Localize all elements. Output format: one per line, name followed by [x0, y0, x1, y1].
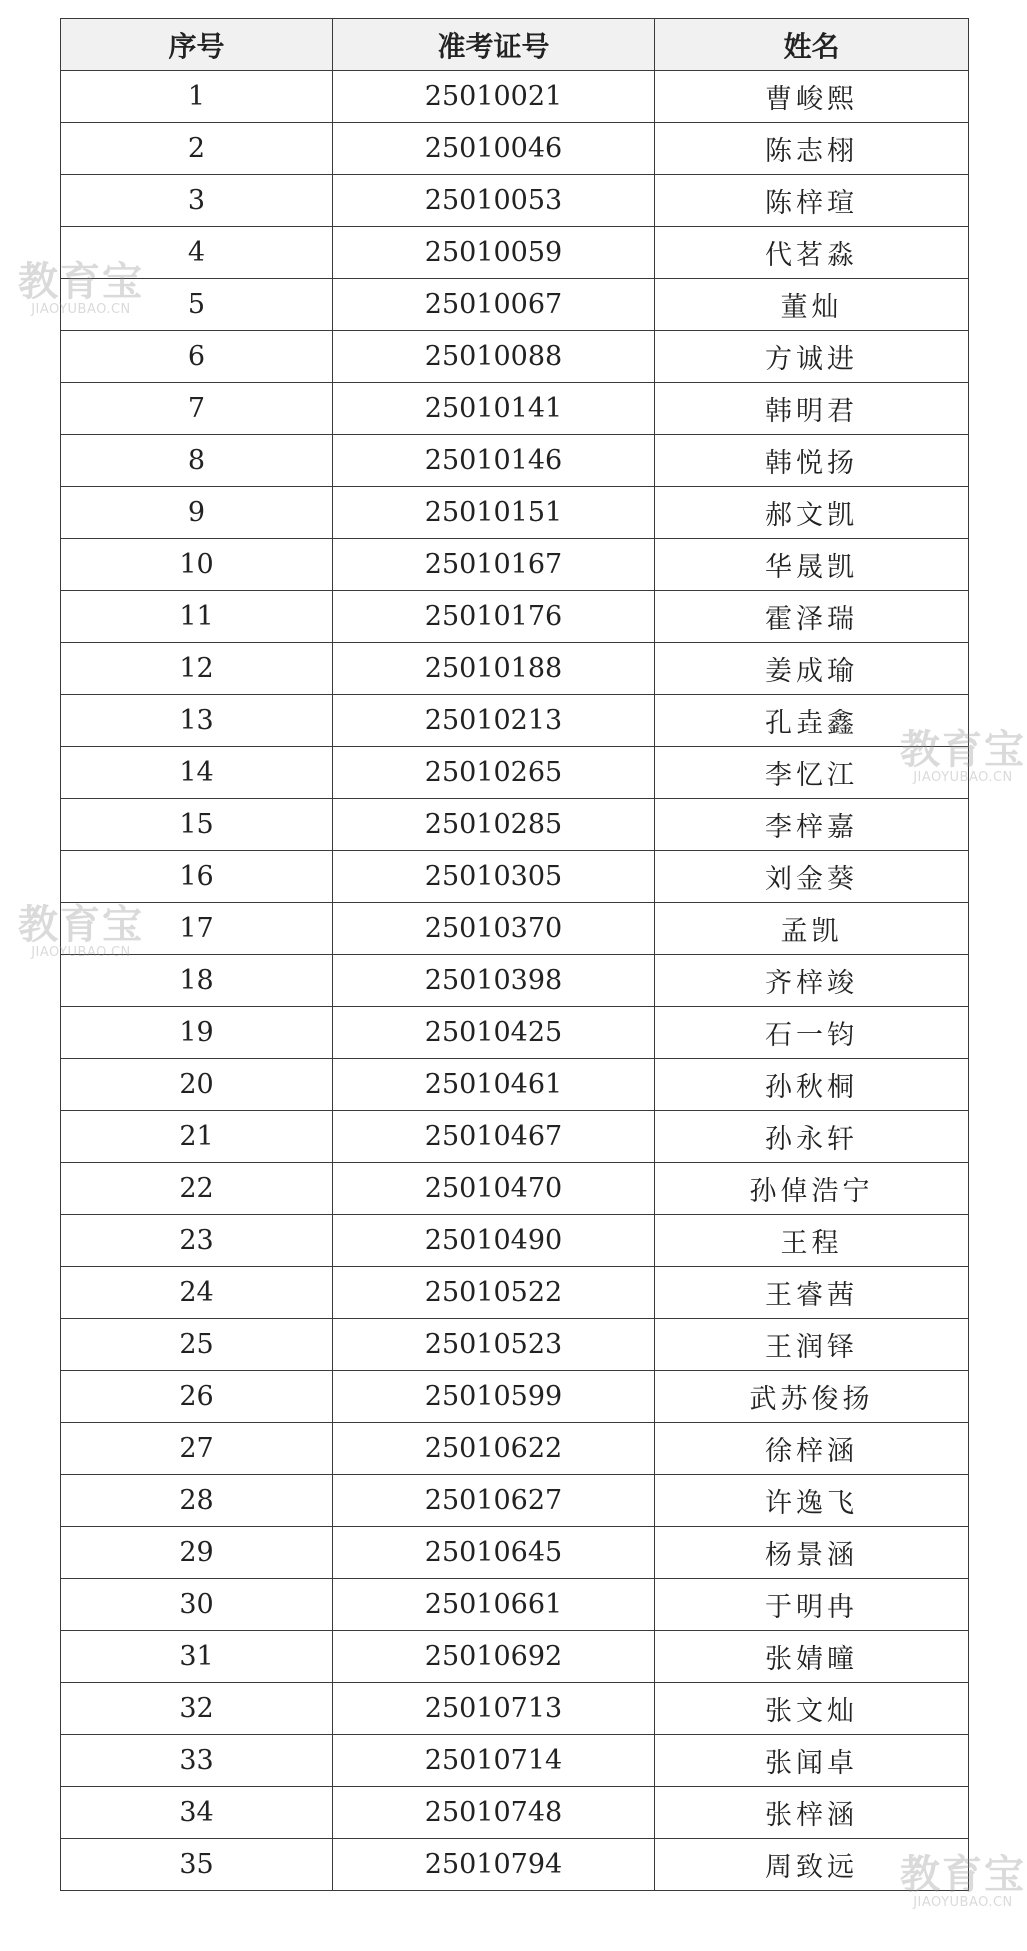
cell-seq: 3	[61, 175, 333, 227]
cell-name: 张文灿	[655, 1683, 969, 1735]
cell-name: 杨景涵	[655, 1527, 969, 1579]
cell-seq: 23	[61, 1215, 333, 1267]
cell-seq: 33	[61, 1735, 333, 1787]
cell-exam-id: 25010470	[333, 1163, 655, 1215]
cell-exam-id: 25010285	[333, 799, 655, 851]
table-row	[61, 539, 969, 591]
cell-exam-id: 25010627	[333, 1475, 655, 1527]
cell-name: 王润铎	[655, 1319, 969, 1371]
header-exam-id: 准考证号	[333, 19, 655, 71]
cell-name: 方诚进	[655, 331, 969, 383]
cell-name: 陈志栩	[655, 123, 969, 175]
table-row	[61, 747, 969, 799]
watermark-domain: JIAOYUBAO.CN	[913, 1895, 1013, 1910]
cell-seq: 31	[61, 1631, 333, 1683]
cell-name: 孟凯	[655, 903, 969, 955]
cell-exam-id: 25010213	[333, 695, 655, 747]
cell-exam-id: 25010714	[333, 1735, 655, 1787]
table-row	[61, 1111, 969, 1163]
cell-exam-id: 25010188	[333, 643, 655, 695]
cell-name: 韩悦扬	[655, 435, 969, 487]
cell-seq: 29	[61, 1527, 333, 1579]
cell-exam-id: 25010067	[333, 279, 655, 331]
cell-seq: 1	[61, 71, 333, 123]
table-body	[61, 71, 969, 1891]
cell-seq: 6	[61, 331, 333, 383]
table-row	[61, 227, 969, 279]
header-name: 姓名	[655, 19, 969, 71]
cell-name: 齐梓竣	[655, 955, 969, 1007]
cell-name: 武苏俊扬	[655, 1371, 969, 1423]
cell-exam-id: 25010141	[333, 383, 655, 435]
cell-exam-id: 25010523	[333, 1319, 655, 1371]
cell-seq: 12	[61, 643, 333, 695]
cell-seq: 27	[61, 1423, 333, 1475]
cell-exam-id: 25010305	[333, 851, 655, 903]
table-row	[61, 487, 969, 539]
cell-seq: 21	[61, 1111, 333, 1163]
table-row	[61, 1735, 969, 1787]
cell-name: 华晟凯	[655, 539, 969, 591]
cell-name: 孔垚鑫	[655, 695, 969, 747]
cell-seq: 30	[61, 1579, 333, 1631]
table-row	[61, 695, 969, 747]
cell-name: 姜成瑜	[655, 643, 969, 695]
table-row	[61, 643, 969, 695]
cell-seq: 2	[61, 123, 333, 175]
watermark-domain: JIAOYUBAO.CN	[913, 770, 1013, 785]
table-row	[61, 1423, 969, 1475]
cell-exam-id: 25010467	[333, 1111, 655, 1163]
table-row	[61, 851, 969, 903]
cell-name: 代茗淼	[655, 227, 969, 279]
cell-seq: 24	[61, 1267, 333, 1319]
cell-name: 张婧曈	[655, 1631, 969, 1683]
cell-seq: 10	[61, 539, 333, 591]
table-row	[61, 1215, 969, 1267]
table-row	[61, 279, 969, 331]
cell-seq: 16	[61, 851, 333, 903]
watermark-brand: 教育宝	[900, 1852, 1026, 1898]
cell-seq: 8	[61, 435, 333, 487]
cell-exam-id: 25010167	[333, 539, 655, 591]
cell-seq: 19	[61, 1007, 333, 1059]
cell-exam-id: 25010059	[333, 227, 655, 279]
cell-name: 石一钧	[655, 1007, 969, 1059]
cell-exam-id: 25010425	[333, 1007, 655, 1059]
table-row	[61, 1371, 969, 1423]
cell-name: 王程	[655, 1215, 969, 1267]
table-row	[61, 123, 969, 175]
cell-seq: 32	[61, 1683, 333, 1735]
table-row	[61, 1579, 969, 1631]
cell-name: 陈梓瑄	[655, 175, 969, 227]
table-row	[61, 1163, 969, 1215]
cell-exam-id: 25010748	[333, 1787, 655, 1839]
watermark-brand: 教育宝	[18, 259, 144, 305]
cell-exam-id: 25010794	[333, 1839, 655, 1891]
cell-name: 霍泽瑞	[655, 591, 969, 643]
table-row	[61, 1683, 969, 1735]
cell-seq: 17	[61, 903, 333, 955]
cell-exam-id: 25010053	[333, 175, 655, 227]
table-header-row	[61, 19, 969, 71]
table-row	[61, 1007, 969, 1059]
cell-exam-id: 25010021	[333, 71, 655, 123]
table-row	[61, 1059, 969, 1111]
table-row	[61, 71, 969, 123]
table-row	[61, 331, 969, 383]
table-row	[61, 1319, 969, 1371]
cell-seq: 9	[61, 487, 333, 539]
table-row	[61, 1839, 969, 1891]
watermark-domain: JIAOYUBAO.CN	[31, 945, 131, 960]
cell-name: 曹峻熙	[655, 71, 969, 123]
cell-exam-id: 25010265	[333, 747, 655, 799]
cell-seq: 20	[61, 1059, 333, 1111]
cell-exam-id: 25010645	[333, 1527, 655, 1579]
cell-seq: 28	[61, 1475, 333, 1527]
cell-exam-id: 25010661	[333, 1579, 655, 1631]
cell-exam-id: 25010151	[333, 487, 655, 539]
cell-name: 许逸飞	[655, 1475, 969, 1527]
cell-exam-id: 25010398	[333, 955, 655, 1007]
cell-exam-id: 25010622	[333, 1423, 655, 1475]
watermark-brand: 教育宝	[18, 902, 144, 948]
cell-name: 张闻卓	[655, 1735, 969, 1787]
table-row	[61, 1787, 969, 1839]
cell-seq: 4	[61, 227, 333, 279]
admission-list-table	[60, 18, 969, 1891]
watermark-brand: 教育宝	[900, 727, 1026, 773]
cell-seq: 7	[61, 383, 333, 435]
header-seq: 序号	[61, 19, 333, 71]
cell-exam-id: 25010692	[333, 1631, 655, 1683]
cell-name: 刘金葵	[655, 851, 969, 903]
cell-seq: 34	[61, 1787, 333, 1839]
cell-seq: 18	[61, 955, 333, 1007]
table-row	[61, 1631, 969, 1683]
cell-exam-id: 25010176	[333, 591, 655, 643]
cell-name: 董灿	[655, 279, 969, 331]
cell-name: 孙倬浩宁	[655, 1163, 969, 1215]
cell-exam-id: 25010046	[333, 123, 655, 175]
table-row	[61, 903, 969, 955]
table-row	[61, 1267, 969, 1319]
table-row	[61, 955, 969, 1007]
cell-name: 李忆江	[655, 747, 969, 799]
cell-name: 王睿茜	[655, 1267, 969, 1319]
table-row	[61, 799, 969, 851]
cell-name: 周致远	[655, 1839, 969, 1891]
cell-exam-id: 25010713	[333, 1683, 655, 1735]
cell-exam-id: 25010146	[333, 435, 655, 487]
cell-seq: 25	[61, 1319, 333, 1371]
cell-name: 张梓涵	[655, 1787, 969, 1839]
cell-name: 徐梓涵	[655, 1423, 969, 1475]
table-row	[61, 1527, 969, 1579]
cell-seq: 35	[61, 1839, 333, 1891]
cell-exam-id: 25010088	[333, 331, 655, 383]
cell-seq: 14	[61, 747, 333, 799]
cell-seq: 13	[61, 695, 333, 747]
watermark-domain: JIAOYUBAO.CN	[31, 302, 131, 317]
cell-name: 孙秋桐	[655, 1059, 969, 1111]
cell-seq: 22	[61, 1163, 333, 1215]
cell-exam-id: 25010599	[333, 1371, 655, 1423]
cell-name: 于明冉	[655, 1579, 969, 1631]
table-row	[61, 383, 969, 435]
cell-name: 郝文凯	[655, 487, 969, 539]
cell-name: 韩明君	[655, 383, 969, 435]
cell-seq: 5	[61, 279, 333, 331]
cell-name: 李梓嘉	[655, 799, 969, 851]
cell-seq: 26	[61, 1371, 333, 1423]
table-row	[61, 435, 969, 487]
table-row	[61, 591, 969, 643]
cell-exam-id: 25010490	[333, 1215, 655, 1267]
table-row	[61, 1475, 969, 1527]
cell-exam-id: 25010461	[333, 1059, 655, 1111]
cell-exam-id: 25010522	[333, 1267, 655, 1319]
cell-seq: 15	[61, 799, 333, 851]
table-row	[61, 175, 969, 227]
cell-name: 孙永轩	[655, 1111, 969, 1163]
cell-seq: 11	[61, 591, 333, 643]
cell-exam-id: 25010370	[333, 903, 655, 955]
